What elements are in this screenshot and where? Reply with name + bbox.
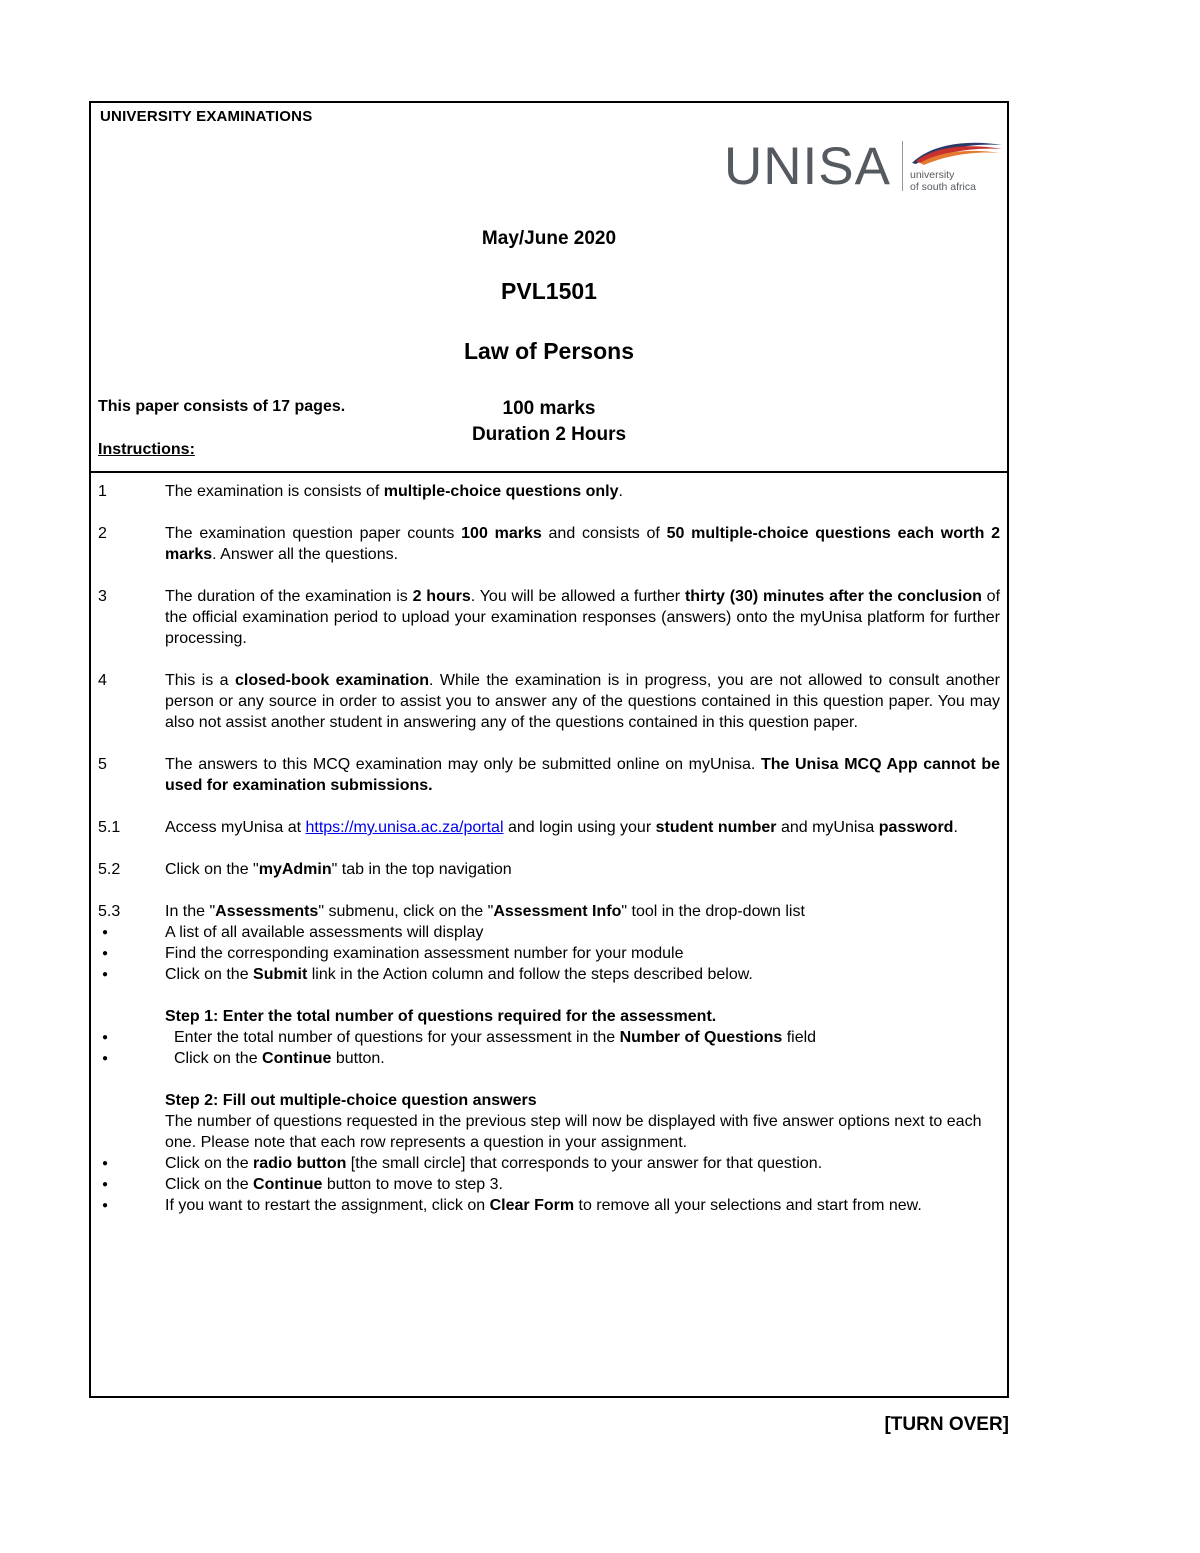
instruction-item: 5.2 Click on the "myAdmin" tab in the top navigation (98, 861, 512, 878)
step2-paragraph: The number of questions requested in the previous step will now be displayed with five answer options next to each one. Please note that each row represents a question in your assignment. (165, 1113, 982, 1151)
steps-block (165, 1006, 1000, 1216)
logo-divider (902, 141, 903, 191)
instruction-item: 5.3 In the "Assessments" submenu, click on the "Assessment Info" tool in the drop-down list (98, 903, 805, 920)
turn-over-label: [TURN OVER] (884, 1414, 1009, 1435)
instruction-item: 2 The examination question paper counts 100 marks and consists of 50 multiple-choice questions each worth 2 marks. Answer all the questions. (98, 525, 1000, 563)
step1-heading: Step 1: Enter the total number of questions required for the assessment. (165, 1008, 717, 1025)
list-item: ● Find the corresponding examination assessment number for your module (98, 943, 1000, 964)
exam-date: May/June 2020 (481, 228, 617, 249)
instruction-item: 4 This is a closed-book examination. While the examination is in progress, you are not allowed to consult another person or any source in order to assist you to answer any of the questions contained in this question paper. You may also not assist another student in answering any of the questions contained in this question paper. (98, 672, 1001, 731)
step2-heading: Step 2: Fill out multiple-choice question answers (165, 1092, 537, 1109)
unisa-logo (724, 133, 1014, 203)
list-item: ● Click on the Continue button. (98, 1048, 1000, 1069)
step2-list (98, 1153, 1000, 1216)
logo-swoosh-icon (910, 137, 1005, 167)
instruction-item: 3 The duration of the examination is 2 hours. You will be allowed a further thirty (30) minutes after the conclusion of the official examination period to upload your examination responses (answers) onto the myUnisa platform for further processing. (98, 588, 1001, 647)
list-item: ● Click on the Submit link in the Action column and follow the steps described below. (98, 964, 1000, 985)
page-count-note: This paper consists of 17 pages. (98, 398, 346, 415)
total-marks: 100 marks (502, 398, 596, 419)
module-code: PVL1501 (501, 278, 597, 304)
list-item: ● Click on the Continue button to move to step 3. (98, 1174, 1000, 1195)
list-item: ● Enter the total number of questions for your assessment in the Number of Questions field (98, 1027, 1000, 1048)
list-item: ● A list of all available assessments will display (98, 922, 1000, 943)
instruction-item: 5 The answers to this MCQ examination may only be submitted online on myUnisa. The Unisa MCQ App cannot be used for examination submissions. (98, 756, 1000, 794)
myunisa-portal-link[interactable]: https://my.unisa.ac.za/portal (305, 819, 504, 836)
assessment-steps-list (98, 922, 1000, 985)
logo-subtitle: university of south africa (910, 169, 976, 193)
exam-duration: Duration 2 Hours (471, 424, 627, 445)
step1-list (98, 1027, 1000, 1069)
list-item: ● If you want to restart the assignment, click on Clear Form to remove all your selections and start from new. (98, 1195, 1000, 1216)
instructions-body (98, 396, 1000, 1216)
instructions-heading: Instructions: (98, 441, 195, 458)
instruction-item: 5.1 Access myUnisa at https://my.unisa.ac.za/portal and login using your student number and myUnisa password. (98, 819, 958, 836)
instruction-item: 1 The examination is consists of multiple-choice questions only. (98, 483, 623, 500)
university-examinations-label: UNIVERSITY EXAMINATIONS (100, 108, 313, 125)
logo-wordmark: UNISA (724, 137, 891, 196)
list-item: ● Click on the radio button [the small circle] that corresponds to your answer for that question. (98, 1153, 1000, 1174)
module-title: Law of Persons (464, 338, 634, 364)
